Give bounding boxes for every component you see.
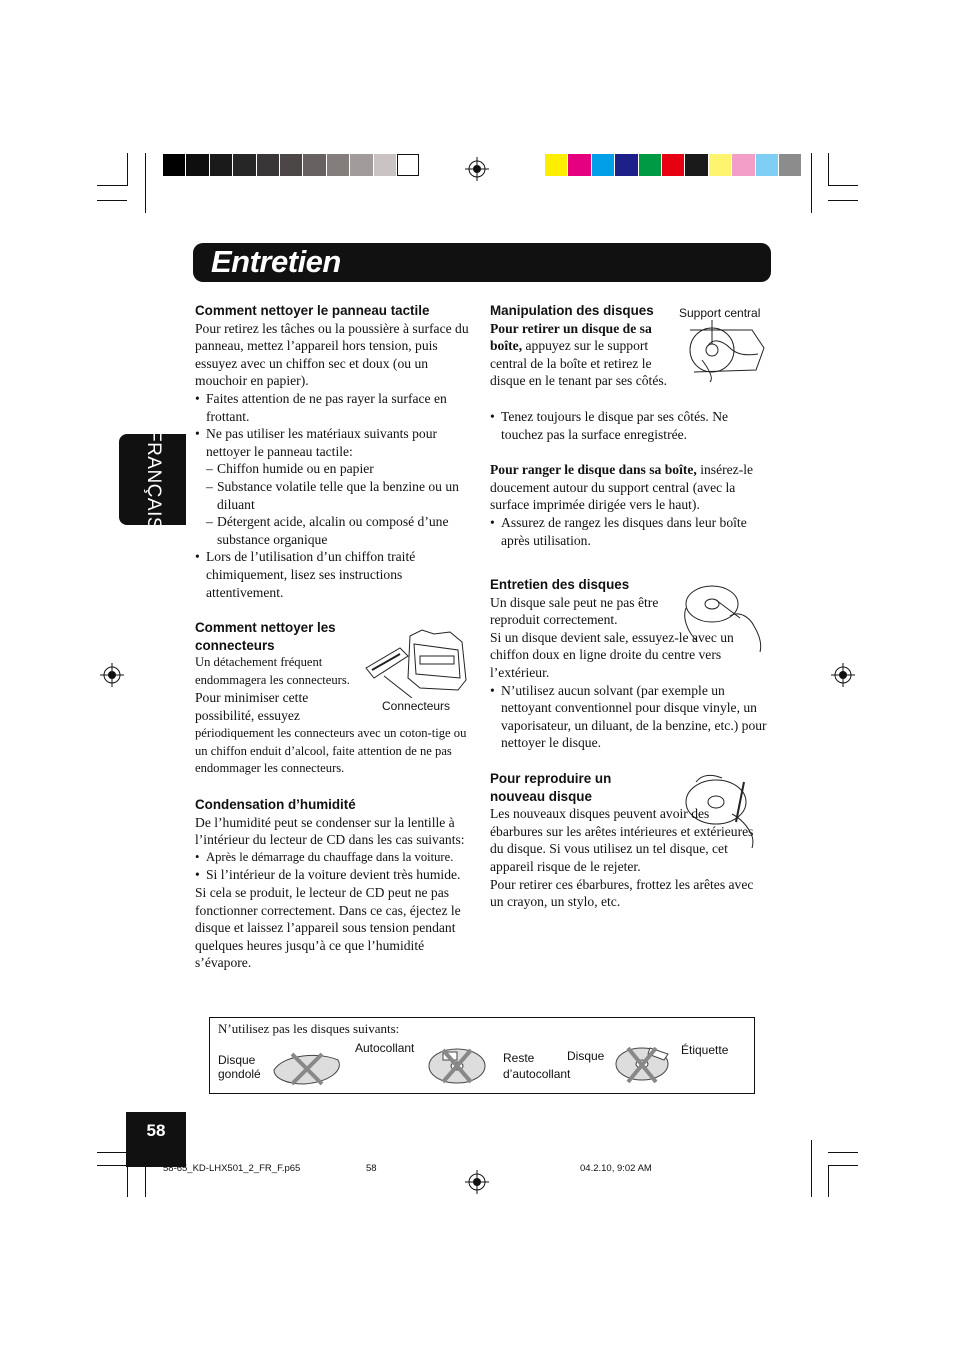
label-disc-icon [610,1044,676,1086]
label-line: d’autocollant [503,1067,571,1081]
connectors-section [195,619,370,725]
disc-box-illustration [672,320,768,382]
label-reste [503,1050,570,1082]
disc-deburring-illustration [682,774,768,848]
left-column [195,302,477,601]
figure-label: Support central [679,306,761,320]
language-label: FRANÇAIS [143,429,164,531]
color-swatch [210,154,233,176]
text: appuyez sur le support central de la boîte et retirez le disque en le tenant par ses côtés. [490,338,668,389]
label-disque: Disque [567,1049,605,1063]
text: Si un disque devient sale, essuyez-le avec un chiffon doux en ligne droite du centre vers l’extérieur. [490,629,734,680]
label-line: Disque [218,1053,256,1067]
bullet-item: • Si l’intérieur de la voiture devient très humide. [195,866,477,884]
bullet-item: • Tenez toujours le disque par ses côtés. Ne touchez pas la surface enregistrée. [490,408,768,443]
text: insérez-le doucement autour du support central (avec la surface imprimée dirigée vers le haut). [490,462,754,513]
color-swatch [374,154,397,176]
color-swatch [163,154,186,176]
dash-item: – Chiffon humide ou en papier [195,460,477,478]
paragraph: Pour retirer ces ébarbures, frottez les arêtes avec un crayon, un stylo, etc. [490,876,754,910]
label-line: gondolé [218,1067,261,1081]
warning-box [209,1017,755,1094]
label-disque-gondole [218,1053,261,1081]
warped-disc-icon [270,1048,344,1088]
registration-mark-icon [465,157,489,181]
color-swatch [779,154,802,176]
color-swatch [709,154,732,176]
figure-label: Connecteurs [382,699,451,713]
color-swatch [592,154,615,176]
registration-mark-icon [465,1170,489,1194]
section-heading: Comment nettoyer le panneau tactile [195,303,430,318]
section-heading: Comment nettoyer les connecteurs [195,620,336,653]
label-autocollant: Autocollant [355,1041,415,1055]
text: Les nouveaux disques peuvent avoir des ébarbures sur les arêtes intérieures et extérieures du disque. Si vous utilisez un tel disque, cet appareil risque de le rejeter. [490,806,754,874]
paragraph: Pour minimiser cette possibilité, essuyez [195,690,309,723]
bold-lead: Pour ranger le disque dans sa boîte, [490,462,697,478]
color-swatch [662,154,685,176]
title-bar [193,243,771,282]
language-tab [119,429,186,531]
section-heading: Pour reproduire un nouveau disque [490,771,612,804]
color-swatch [615,154,638,176]
paragraph [490,461,768,514]
paragraph: De l’humidité peut se condenser sur la lentille à l’intérieur du lecteur de CD dans les cas suivants: [195,814,465,848]
disc-handling-section [490,302,670,390]
disc-handling-text [490,408,768,549]
section-heading: Condensation d’humidité [195,797,356,812]
bullet-item: • Lors de l’utilisation d’un chiffon traité chimiquement, lisez ses instructions attentivement. [195,548,477,601]
bullet-item: • Ne pas utiliser les matériaux suivants pour nettoyer le panneau tactile: [195,425,477,460]
color-swatch [280,154,303,176]
color-swatch [397,154,419,176]
bold-lead: Pour retirer un disque de sa boîte, [490,320,652,354]
registration-mark-icon [100,663,124,687]
color-swatch [756,154,779,176]
bullet-item: • Après le démarrage du chauffage dans la voiture. [195,849,477,867]
footer-file: 58-65_KD-LHX501_2_FR_F.p65 [163,1163,301,1174]
color-swatch [545,154,568,176]
color-calibration-bar [545,154,802,176]
box-caption: N’utilisez pas les disques suivants: [218,1021,400,1036]
color-swatch [639,154,662,176]
bullet-item: • Faites attention de ne pas rayer la surface en frottant. [195,390,477,425]
footer-date: 04.2.10, 9:02 AM [580,1163,652,1174]
color-swatch [732,154,755,176]
color-swatch [568,154,591,176]
dash-item: – Substance volatile telle que la benzine ou un diluant [195,478,477,513]
sticker-disc-icon [425,1046,489,1086]
condensation-section [195,796,477,972]
bullet-item: • N’utilisez aucun solvant (par exemple un nettoyant conventionnel pour disque vinyle, un vaporisateur, un diluant, de la benzine, etc.) pour nettoyer le disque. [490,682,768,752]
paragraph: Un disque sale peut ne pas être reproduit correctement. [490,594,659,628]
paragraph: Pour retirez les tâches ou la poussière à surface du panneau, mettez l’appareil hors tension, puis essuyez avec un chiffon sec et doux (ou un mouchoir en papier). [195,320,469,389]
color-swatch [350,154,373,176]
footer-page: 58 [366,1163,377,1174]
color-swatch [257,154,280,176]
paragraph [490,320,670,390]
dash-item: – Détergent acide, alcalin ou composé d’une substance organique [195,513,477,548]
color-swatch [186,154,209,176]
color-swatch [303,154,326,176]
paragraph: Si cela se produit, le lecteur de CD peut ne pas fonctionner correctement. Dans ce cas, éjectez le disque et laissez l’appareil sous tension pendant quelques heures jusqu’à ce que l’humidité s’évapore. [195,884,461,971]
color-swatch [233,154,256,176]
registration-mark-icon [831,663,855,687]
page-title: Entretien [211,244,341,279]
paragraph: périodiquement les connecteurs avec un coton-tige ou un chiffon enduit d’alcool, faite attention de ne pas endommager les connecteurs. [195,726,467,776]
connectors-illustration [362,628,472,698]
section-heading: Entretien des disques [490,577,630,592]
paragraph: Un détachement fréquent endommagera les connecteurs. [195,655,350,687]
page-number: 58 [126,1112,186,1167]
color-swatch [327,154,350,176]
section-heading: Manipulation des disques [490,303,654,318]
label-line: Reste [503,1051,535,1065]
color-swatch [685,154,708,176]
connectors-text [195,725,477,778]
bullet-item: • Assurez de rangez les disques dans leur boîte après utilisation. [490,514,768,549]
label-etiquette: Étiquette [681,1043,729,1057]
grayscale-calibration-bar [163,154,419,176]
disc-cleaning-illustration [680,582,766,652]
